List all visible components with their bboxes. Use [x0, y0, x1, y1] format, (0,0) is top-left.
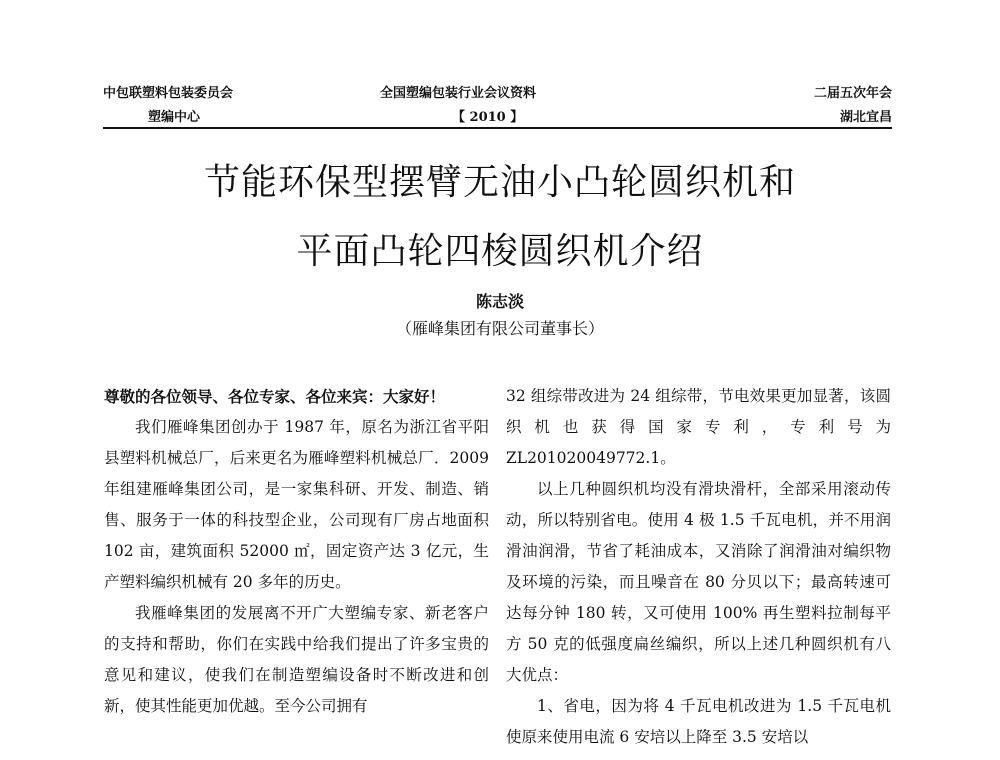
left-column — [104, 381, 489, 722]
body-paragraph: 1、省电，因为将 4 千瓦电机改进为 1.5 千瓦电机使原来使用电流 6 安培以上降至 3.5 安培以 — [506, 697, 891, 746]
author-name: 陈志淡 — [475, 292, 524, 311]
header-center-year: 【 2010 】 — [452, 110, 524, 125]
article-title-line-2: 平面凸轮四梭圆织机介绍 — [296, 231, 704, 272]
right-column — [506, 381, 891, 753]
header-right-location: 湖北宜昌 — [839, 110, 892, 125]
header-left-center: 塑编中心 — [148, 110, 201, 125]
body-paragraph: 32 组综带改进为 24 组综带，节电效果更加显著，该圆织机也获得国家专利，专利号为 ZL201020049772.1。 — [506, 387, 891, 467]
header-right-meeting: 二届五次年会 — [813, 86, 892, 101]
author-affiliation: （雁峰集团有限公司董事长） — [395, 319, 604, 338]
header-left-organization: 中包联塑料包装委员会 — [103, 86, 234, 101]
greeting-paragraph: 尊敬的各位领导、各位专家、各位来宾：大家好！ — [104, 387, 446, 406]
header-center-title: 全国塑编包装行业会议资料 — [380, 86, 537, 101]
header-rule — [103, 127, 892, 129]
body-paragraph: 我们雁峰集团创办于 1987 年，原名为浙江省平阳县塑料机械总厂，后来更名为雁峰塑料机械总厂．2009 年组建雁峰集团公司，是一家集科研、开发、制造、销售、服务于一体的科技型企业，公司现有厂房占地面积 102 亩，建筑面积 52000 ㎡，固定资产达 3 亿元，生产塑料编织机械有 20 多年的历史。 — [104, 418, 489, 591]
body-paragraph: 我雁峰集团的发展离不开广大塑编专家、新老客户的支持和帮助，你们在实践中给我们提出了许多宝贵的意见和建议，使我们在制造塑编设备时不断改进和创新，使其性能更加优越。至今公司拥有 — [104, 604, 489, 715]
article-title-line-1: 节能环保型摆臂无油小凸轮圆织机和 — [203, 162, 796, 203]
body-paragraph: 以上几种圆织机均没有滑块滑杆，全部采用滚动传动，所以特别省电。使用 4 极 1.5 千瓦电机，并不用润滑油润滑，节省了耗油成本，又消除了润滑油对编织物及环境的污染，而且噪音在 80 分贝以下；最高转速可达每分钟 180 转，又可使用 100% 再生塑料拉制每平方 50 克的低强度扁丝编织，所以上述几种圆织机有八大优点： — [506, 480, 891, 684]
